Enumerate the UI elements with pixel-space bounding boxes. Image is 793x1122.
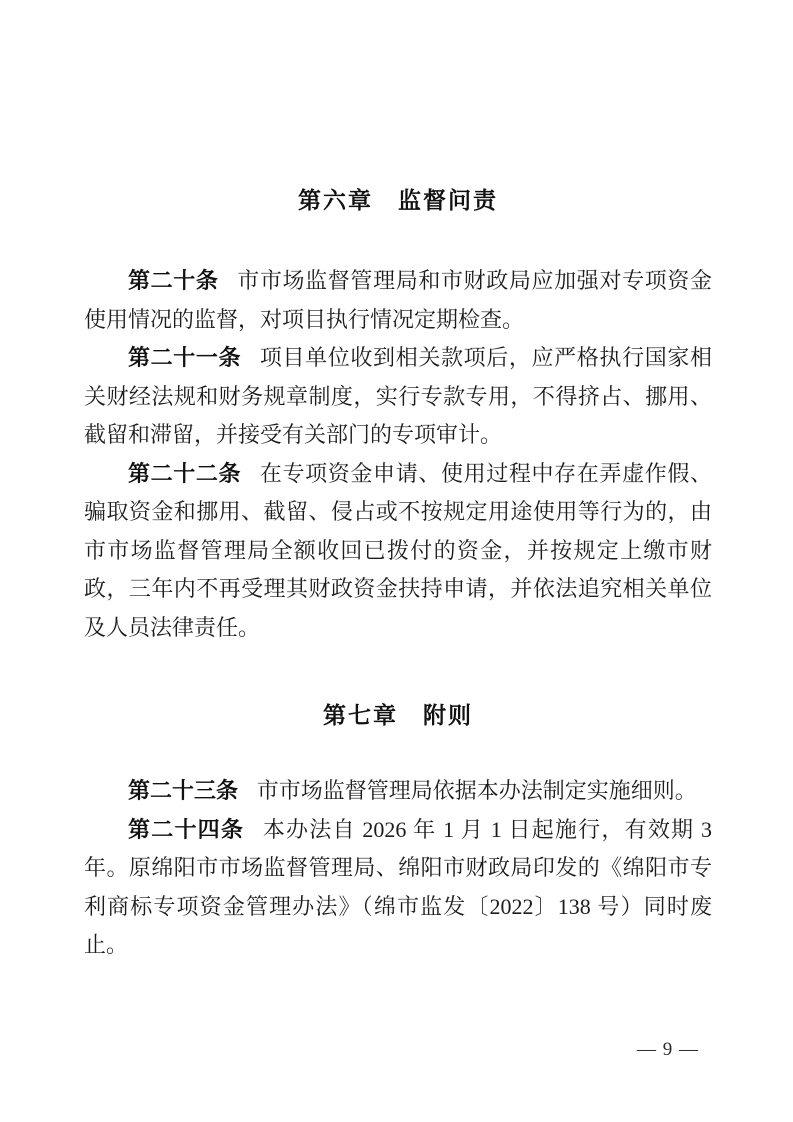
article-paragraph: [84, 262, 712, 339]
page-number: — 9 —: [637, 1039, 699, 1060]
chapter-heading: 第六章 监督问责: [298, 187, 498, 213]
article-number: 第二十一条: [128, 345, 242, 370]
article-number: 第二十三条: [128, 778, 239, 803]
article-number: 第二十条: [128, 268, 219, 293]
chapter-heading: 第七章 附则: [323, 702, 473, 728]
article-text: 市市场监督管理局依据本办法制定实施细则。: [256, 778, 697, 803]
article-paragraph: [84, 455, 712, 648]
article-paragraph: [84, 811, 712, 965]
article-number: 第二十二条: [128, 460, 242, 486]
article-number: 第二十四条: [128, 816, 245, 842]
article-paragraph: [84, 339, 712, 455]
document-body: [84, 0, 712, 965]
article-paragraph: [84, 772, 712, 811]
article-text: 市市场监督管理局和市财政局应加强对专项资金使用情况的监督，对项目执行情况定期检查。: [84, 268, 712, 332]
article-text: 本办法自 2026 年 1 月 1 日起施行，有效期 3 年。原绵阳市市场监督管理局、绵阳市财政局印发的《绵阳市专利商标专项资金管理办法》（绵市监发〔2022〕138 号）同时废止。: [84, 816, 712, 957]
article-text: 项目单位收到相关款项后，应严格执行国家相关财经法规和财务规章制度，实行专款专用，不得挤占、挪用、截留和滞留，并接受有关部门的专项审计。: [84, 345, 712, 447]
article-text: 在专项资金申请、使用过程中存在弄虚作假、骗取资金和挪用、截留、侵占或不按规定用途使用等行为的，由市市场监督管理局全额收回已拨付的资金，并按规定上缴市财政，三年内不再受理其财政资金扶持申请，并依法追究相关单位及人员法律责任。: [84, 460, 712, 640]
